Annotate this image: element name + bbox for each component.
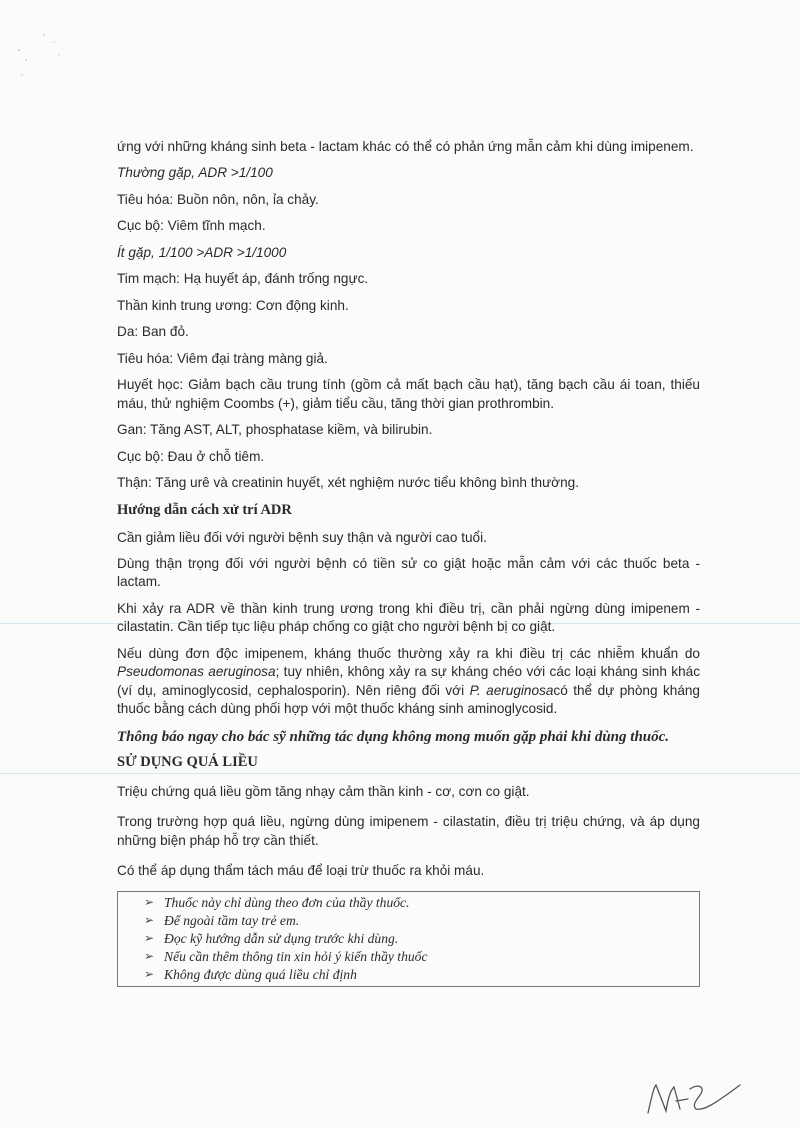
notice-item	[144, 912, 699, 930]
adr-paragraph-2: Dùng thận trọng đối với người bệnh có tiền sử co giật hoặc mẫn cảm với các thuốc beta - lactam.	[117, 555, 700, 590]
overdose-paragraph-1: Triệu chứng quá liều gồm tăng nhạy cảm thần kinh - cơ, cơn co giật.	[117, 783, 530, 799]
arrow-bullet-icon: ➢	[144, 930, 155, 945]
notice-item-text: Thuốc này chỉ dùng theo đơn của thầy thuốc.	[164, 894, 410, 910]
arrow-bullet-icon: ➢	[144, 894, 155, 909]
adr-paragraph-1: Cần giảm liều đối với người bệnh suy thận và người cao tuổi.	[117, 529, 487, 545]
notice-item-text: Để ngoài tầm tay trẻ em.	[164, 912, 300, 928]
notice-item	[144, 966, 699, 984]
uncommon-effect-8: Thận: Tăng urê và creatinin huyết, xét nghiệm nước tiểu không bình thường.	[117, 475, 579, 491]
uncommon-effect-2: Thần kinh trung ương: Cơn động kinh.	[117, 297, 349, 313]
uncommon-effect-7: Cục bộ: Đau ở chỗ tiêm.	[117, 448, 265, 464]
notice-item	[144, 930, 699, 948]
uncommon-effect-3: Da: Ban đỏ.	[117, 324, 189, 340]
uncommon-effect-4: Tiêu hóa: Viêm đại tràng màng giả.	[117, 350, 328, 366]
uncommon-frequency-heading: Ít gặp, 1/100 >ADR >1/1000	[117, 244, 287, 260]
adr-paragraph-4	[117, 645, 700, 719]
common-frequency-heading: Thường gặp, ADR >1/100	[117, 165, 273, 181]
adr-p4-text-2: ; tuy nhiên, không xảy ra sự kháng chéo với các loại kháng sinh khác (ví dụ, aminoglycosid, cephalosporin). Nên riêng đối với	[117, 664, 701, 698]
p-aeruginosa-term: P. aeruginosa	[469, 682, 554, 698]
notice-item-text: Không được dùng quá liều chỉ định	[164, 966, 357, 982]
scan-speckles	[14, 20, 64, 80]
adr-management-heading: Hướng dẫn cách xử trí ADR	[117, 501, 292, 518]
overdose-heading: SỬ DỤNG QUÁ LIỀU	[117, 754, 258, 771]
adr-p4-text-1: Nếu dùng đơn độc imipenem, kháng thuốc thường xảy ra khi điều trị các nhiễm khuẩn do	[117, 645, 700, 661]
overdose-paragraph-3: Có thể áp dụng thẩm tách máu để loại trừ thuốc ra khỏi máu.	[117, 863, 485, 879]
warning-box	[117, 891, 700, 987]
common-effect-2: Cục bộ: Viêm tĩnh mạch.	[117, 218, 266, 234]
handwritten-signature	[640, 1075, 750, 1120]
uncommon-effect-6: Gan: Tăng AST, ALT, phosphatase kiềm, và bilirubin.	[117, 422, 433, 438]
warning-notice: Thông báo ngay cho bác sỹ những tác dụng không mong muốn gặp phải khi dùng thuốc.	[117, 728, 670, 745]
document-body	[117, 138, 700, 987]
common-effect-1: Tiêu hóa: Buồn nôn, nôn, ỉa chảy.	[117, 191, 319, 207]
uncommon-effect-5: Huyết học: Giảm bạch cầu trung tính (gồm cả mất bạch cầu hạt), tăng bạch cầu ái toan, thiếu máu, thử nghiệm Coombs (+), giảm tiểu cầu, tăng thời gian prothrombin.	[117, 377, 700, 411]
adr-paragraph-3: Khi xảy ra ADR về thần kinh trung ương trong khi điều trị, cần phải ngừng dùng imipenem - cilastatin. Cần tiếp tục liệu pháp chống co giật cho người bệnh bị co giật.	[117, 600, 700, 635]
paragraph-p1: ứng với những kháng sinh beta - lactam khác có thể có phản ứng mẫn cảm khi dùng imipenem.	[117, 139, 694, 154]
notice-item	[144, 894, 699, 912]
adr-p4-text-3: có thể dự phòng kháng thuốc bằng cách dùng phối hợp với một thuốc kháng sinh aminoglycosid.	[117, 682, 700, 717]
arrow-bullet-icon: ➢	[144, 912, 155, 927]
overdose-paragraph-2: Trong trường hợp quá liều, ngừng dùng imipenem - cilastatin, điều trị triệu chứng, và áp dụng những biện pháp hỗ trợ cần thiết.	[117, 814, 700, 848]
arrow-bullet-icon: ➢	[144, 966, 155, 981]
notice-item-text: Nếu cần thêm thông tin xin hỏi ý kiến thầy thuốc	[164, 948, 428, 964]
arrow-bullet-icon: ➢	[144, 948, 155, 963]
notice-item	[144, 948, 699, 966]
uncommon-effect-1: Tim mạch: Hạ huyết áp, đánh trống ngực.	[117, 271, 369, 287]
pseudomonas-term: Pseudomonas aeruginosa	[117, 664, 276, 680]
notice-item-text: Đọc kỹ hướng dẫn sử dụng trước khi dùng.	[164, 930, 399, 946]
